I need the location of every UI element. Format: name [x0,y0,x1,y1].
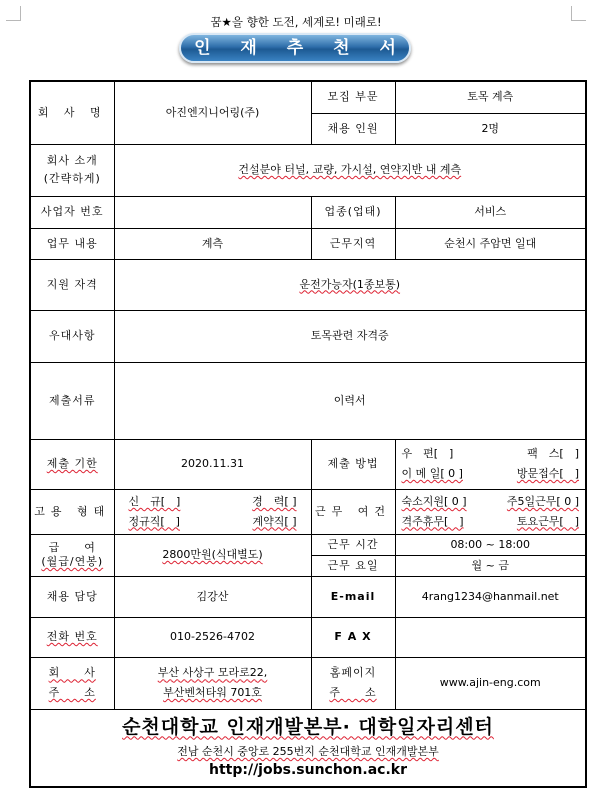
footer-org-text: 순천대학교 인재개발본부· 대학일자리센터 [122,716,494,739]
condition-option-5day: 주5일근무[ 0 ] [506,494,579,508]
condition-option-biweekly: 격주휴무[ ] [401,514,464,528]
address-label-line: 회 사 [48,666,96,680]
deadline-value: 2020.11.31 [114,439,311,489]
footer-url[interactable]: http://jobs.sunchon.ac.kr [208,761,407,778]
contact-label: 채용 담당 [30,576,114,617]
homepage-value: www.ajin-eng.com [395,657,586,709]
work-condition-row [396,495,586,509]
bizno-value [114,196,311,228]
work-condition-label: 근무 여건 [311,489,395,534]
employment-type-row [115,515,311,529]
slogan: 꿈★을 향한 도전, 세계로! 미래로! [210,15,382,29]
intro-label [30,144,114,196]
address-line: 부산 사상구 모라로22, [157,666,268,680]
method-option-email: 이 메 일[ 0 ] [401,467,463,480]
salary-label [30,534,114,576]
address-value [114,657,311,709]
industry-value: 서비스 [395,196,586,228]
method-row [396,467,586,481]
fax-label: F A X [311,617,395,657]
qualification-label: 지원 자격 [30,259,114,310]
method-row [396,447,586,461]
phone-value: 010-2526-4702 [114,617,311,657]
footer-address-text: 전남 순천시 중앙로 255번지 순천대학교 인재개발본부 [177,745,439,758]
method-option-fax: 팩 스[ ] [527,447,579,461]
duty-label: 업무 내용 [30,228,114,259]
duty-value: 계측 [114,228,311,259]
area-label: 근무지역 [311,228,395,259]
salary-label-line: 급 여 [48,541,96,555]
condition-option-saturday: 토요근무[ ] [516,514,579,528]
preference-label: 우대사항 [30,310,114,362]
work-days-label: 근무 요일 [311,555,395,576]
qualification-text: 운전가능자(1종보통) [299,277,401,291]
employment-type-options [114,489,311,534]
documents-label: 제출서류 [30,362,114,439]
homepage-label [311,657,395,709]
phone-label-text: 전화 번호 [46,630,98,644]
intro-text: 건설분야 터널, 교량, 가시설, 연약지반 내 계측 [238,163,462,177]
address-label-line: 주 소 [48,686,96,699]
fax-value [395,617,586,657]
recruit-dept-label: 모집 부문 [311,81,395,113]
homepage-label-line: 주 소 [329,686,377,699]
intro-label-line: 회사 소개 [46,154,98,168]
deadline-label [30,439,114,489]
intro-value [114,144,586,196]
work-condition-row [396,515,586,529]
company-value: 아진엔지니어링(주) [114,81,311,144]
salary-text: 2800만원(식대별도) [162,548,263,562]
bizno-label: 사업자 번호 [30,196,114,228]
contact-value: 김강산 [114,576,311,617]
address-label [30,657,114,709]
footer-org [31,716,585,740]
preference-value: 토목관련 자격증 [114,310,586,362]
industry-label: 업종(업태) [311,196,395,228]
homepage-label-line: 홈페이지 [329,666,377,680]
intro-label-line: (간략하게) [43,172,101,185]
phone-label [30,617,114,657]
page-title: 인 재 추 천 서 [179,33,411,63]
method-option-mail: 우 편[ ] [401,447,454,461]
footer-address [31,745,585,759]
work-hours-label: 근무 시간 [311,534,395,555]
title-banner [179,33,411,63]
method-option-visit: 방문접수[ ] [516,467,579,480]
headcount-label: 채용 인원 [311,113,395,144]
area-value: 순천시 주암면 일대 [395,228,586,259]
method-options [395,439,586,489]
employment-option-experienced: 경 력[ ] [252,494,297,508]
email-value: 4rang1234@hanmail.net [395,576,586,617]
address-line: 부산벤처타워 701호 [163,686,262,699]
condition-option-housing: 숙소지원[ 0 ] [401,494,467,508]
work-condition-options [395,489,586,534]
qualification-value [114,259,586,310]
email-label: E-mail [311,576,395,617]
company-label: 회 사 명 [30,81,114,144]
employment-option-new: 신 규[ ] [128,494,181,508]
headcount-value: 2명 [395,113,586,144]
work-days-value: 월 ~ 금 [395,555,586,576]
employment-type-row [115,495,311,509]
deadline-label-text: 제출 기한 [46,457,98,471]
footer [30,709,586,787]
recruit-dept-value: 토목 계측 [395,81,586,113]
employment-type-label: 고용 형태 [30,489,114,534]
recommendation-form [29,80,587,788]
method-label: 제출 방법 [311,439,395,489]
salary-value [114,534,311,576]
salary-label-line: (월급/연봉) [41,555,104,568]
work-hours-value: 08:00 ~ 18:00 [395,534,586,555]
documents-value: 이력서 [114,362,586,439]
employment-option-contract: 계약직[ ] [252,514,297,528]
employment-option-regular: 정규직[ ] [128,514,180,528]
